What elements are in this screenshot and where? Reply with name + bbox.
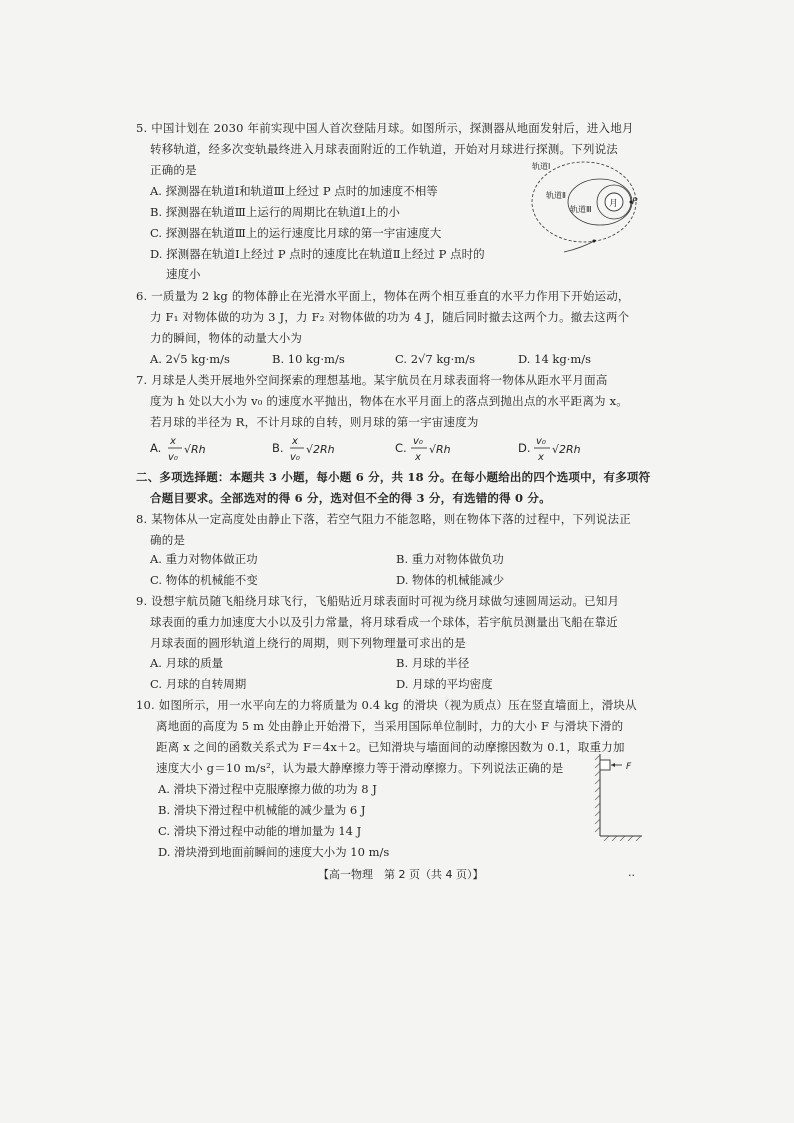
section-2-line-1: 二、多项选择题：本题共 3 小题，每小题 6 分，共 18 分。在每小题给出的四个选项中，有多项符 xyxy=(136,470,651,484)
q7-option-d xyxy=(518,436,581,463)
moon-label: 月 xyxy=(609,199,619,209)
ground-hatch xyxy=(604,836,641,841)
q5-option-b: B. 探测器在轨道Ⅲ上运行的周期比在轨道Ⅰ上的小 xyxy=(150,205,400,219)
svg-text:√Rh: √Rh xyxy=(429,443,451,456)
q10-stem-line-1: 10. 如图所示，用一水平向左的力将质量为 0.4 kg 的滑块（视为质点）压在竖直墙面上，滑块从 xyxy=(136,698,637,712)
q5-stem-line-1: 5. 中国计划在 2030 年前实现中国人首次登陆月球。如图所示，探测器从地面发射后，进入地月 xyxy=(136,121,634,135)
svg-text:v₀: v₀ xyxy=(290,452,300,463)
q8-stem-line-2: 确的是 xyxy=(150,533,186,547)
footer-dots: .. xyxy=(628,866,635,879)
force-label: F xyxy=(626,762,632,772)
q5-option-a: A. 探测器在轨道Ⅰ和轨道Ⅲ上经过 P 点时的加速度不相等 xyxy=(150,184,438,198)
orbit-1-label: 轨道Ⅰ xyxy=(532,162,551,171)
svg-text:x: x xyxy=(292,436,298,447)
svg-text:D.: D. xyxy=(518,441,531,455)
orbit-3-label: 轨道Ⅲ xyxy=(570,205,592,214)
svg-text:B.: B. xyxy=(272,441,284,455)
q6-stem-line-3: 力的瞬间，物体的动量大小为 xyxy=(150,331,303,345)
q6-stem-line-1: 6. 一质量为 2 kg 的物体静止在光滑水平面上，物体在两个相互垂直的水平力作用下开始运动， xyxy=(136,289,630,303)
q9-stem-line-2: 球表面的重力加速度大小以及引力常量，将月球看成一个球体，若宇航员测量出飞船在靠近 xyxy=(150,615,618,629)
q6-option-c: C. 2√7 kg·m/s xyxy=(395,352,475,366)
orbit-2-label: 轨道Ⅱ xyxy=(546,191,566,200)
q7-stem-line-2: 度为 h 处以大小为 v₀ 的速度水平抛出，物体在水平月面上的落点到抛出点的水平距离为 x。 xyxy=(150,394,628,408)
section-2-line-2: 合题目要求。全部选对的得 6 分，选对但不全的得 3 分，有选错的得 0 分。 xyxy=(150,491,551,505)
q5-stem-line-2: 转移轨道，经多次变轨最终进入月球表面附近的工作轨道，开始对月球进行探测。下列说法 xyxy=(150,142,618,156)
q8-stem-line-1: 8. 某物体从一定高度处由静止下落，若空气阻力不能忽略，则在物体下落的过程中，下列说法正 xyxy=(136,512,631,526)
q10-stem-line-4: 速度大小 g＝10 m/s²，认为最大静摩擦力等于滑动摩擦力。下列说法正确的是 xyxy=(156,761,564,775)
q9-option-b: B. 月球的半径 xyxy=(396,656,470,670)
q10-option-c: C. 滑块下滑过程中动能的增加量为 14 J xyxy=(158,824,362,838)
q6-option-a: A. 2√5 kg·m/s xyxy=(150,352,230,366)
svg-text:√Rh: √Rh xyxy=(184,443,206,456)
q6-stem-line-2: 力 F₁ 对物体做的功为 3 J，力 F₂ 对物体做的功为 4 J，随后同时撤去这两个力。撤去这两个 xyxy=(150,310,630,324)
q8-option-b: B. 重力对物体做负功 xyxy=(396,552,504,566)
q7-options xyxy=(148,432,628,468)
svg-text:v₀: v₀ xyxy=(536,436,546,447)
q5-option-d-cont: 速度小 xyxy=(166,267,201,281)
q5-option-c: C. 探测器在轨道Ⅲ上的运行速度比月球的第一宇宙速度大 xyxy=(150,226,442,240)
q10-option-d: D. 滑块滑到地面前瞬间的速度大小为 10 m/s xyxy=(158,845,390,859)
svg-text:v₀: v₀ xyxy=(168,452,178,463)
q8-option-d: D. 物体的机械能减少 xyxy=(396,573,505,587)
point-p-label: P xyxy=(632,197,638,207)
q5-stem-line-3: 正确的是 xyxy=(150,163,197,177)
q9-option-c: C. 月球的自转周期 xyxy=(150,677,247,691)
svg-text:√2Rh: √2Rh xyxy=(306,443,335,456)
svg-text:x: x xyxy=(415,452,421,463)
q9-stem-line-1: 9. 设想宇航员随飞船绕月球飞行，飞船贴近月球表面时可视为绕月球做匀速圆周运动。已知月 xyxy=(136,594,620,608)
q10-stem-line-2: 离地面的高度为 5 m 处由静止开始滑下，当采用国际单位制时，力的大小 F 与滑块下滑的 xyxy=(156,719,624,733)
q5-option-d: D. 探测器在轨道Ⅰ上经过 P 点时的速度比在轨道Ⅱ上经过 P 点时的 xyxy=(150,247,485,261)
slider-block xyxy=(600,760,610,770)
q7-option-c xyxy=(395,436,451,463)
wall-hatch xyxy=(595,755,600,832)
q9-option-a: A. 月球的质量 xyxy=(150,656,224,670)
wall-block-diagram xyxy=(586,752,646,844)
q10-option-a: A. 滑块下滑过程中克服摩擦力做的功为 8 J xyxy=(158,782,377,796)
q9-stem-line-3: 月球表面的圆形轨道上绕行的周期，则下列物理量可求出的是 xyxy=(150,636,466,650)
q8-option-c: C. 物体的机械能不变 xyxy=(150,573,258,587)
q6-option-d: D. 14 kg·m/s xyxy=(518,352,592,366)
svg-text:C.: C. xyxy=(395,441,407,455)
q10-option-b: B. 滑块下滑过程中机械能的减少量为 6 J xyxy=(158,803,366,817)
svg-text:x: x xyxy=(170,436,176,447)
q7-stem-line-3: 若月球的半径为 R，不计月球的自转，则月球的第一宇宙速度为 xyxy=(150,415,479,429)
q7-stem-line-1: 7. 月球是人类开展地外空间探索的理想基地。某宇航员在月球表面将一物体从距水平月面高 xyxy=(136,373,608,387)
q8-option-a: A. 重力对物体做正功 xyxy=(150,552,258,566)
q7-option-a xyxy=(150,436,206,463)
q9-option-d: D. 月球的平均密度 xyxy=(396,677,493,691)
point-p xyxy=(630,201,633,204)
page-footer: 【高一物理 第 2 页（共 4 页）】 xyxy=(318,868,484,881)
probe-dot xyxy=(593,240,596,243)
svg-text:x: x xyxy=(538,452,544,463)
svg-text:v₀: v₀ xyxy=(413,436,423,447)
q6-option-b: B. 10 kg·m/s xyxy=(272,352,345,366)
orbit-diagram xyxy=(524,160,640,260)
svg-text:√2Rh: √2Rh xyxy=(552,443,581,456)
q7-option-b xyxy=(272,436,335,463)
q10-stem-line-3: 距离 x 之间的函数关系式为 F＝4x＋2。已知滑块与墙面间的动摩擦因数为 0.1，取重力加 xyxy=(156,740,625,754)
svg-text:A.: A. xyxy=(150,441,162,455)
